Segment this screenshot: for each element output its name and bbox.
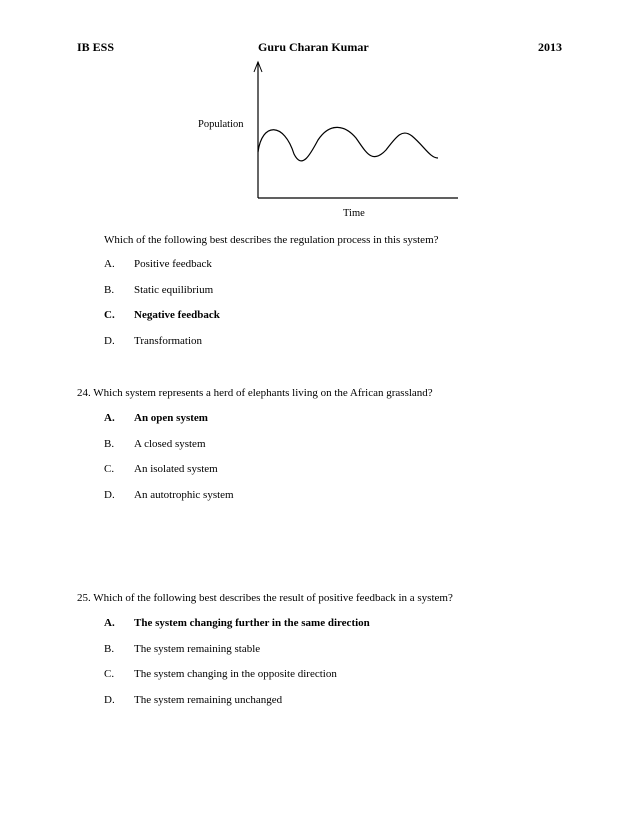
option-text: Static equilibrium xyxy=(134,284,214,296)
option-text: The system changing in the opposite direction xyxy=(134,668,337,680)
option-c xyxy=(0,668,638,682)
option-letter: B. xyxy=(104,438,115,450)
option-a-answer xyxy=(0,412,638,426)
option-text: A closed system xyxy=(134,438,206,450)
option-letter: A. xyxy=(104,617,115,629)
option-b xyxy=(0,643,638,657)
option-text: An open system xyxy=(134,412,208,424)
option-letter: C. xyxy=(104,668,115,680)
option-text: The system remaining unchanged xyxy=(134,694,283,706)
population-curve xyxy=(258,127,438,160)
option-d xyxy=(0,335,638,349)
x-axis-label: Time xyxy=(343,208,365,219)
option-text: The system changing further in the same direction xyxy=(134,617,370,629)
option-text: An isolated system xyxy=(134,463,218,475)
option-c xyxy=(0,463,638,477)
question-stem: 24. Which system represents a herd of elephants living on the African grassland? xyxy=(77,387,433,399)
header-author: Guru Charan Kumar xyxy=(258,40,369,54)
option-d xyxy=(0,694,638,708)
option-text: Positive feedback xyxy=(134,258,212,270)
option-text: An autotrophic system xyxy=(134,489,234,501)
option-letter: C. xyxy=(104,463,115,475)
option-letter: C. xyxy=(104,309,115,321)
option-b xyxy=(0,284,638,298)
option-letter: D. xyxy=(104,694,115,706)
option-b xyxy=(0,438,638,452)
question-stem: Which of the following best describes the regulation process in this system? xyxy=(104,234,439,246)
option-d xyxy=(0,489,638,503)
option-letter: B. xyxy=(104,643,115,655)
option-a-answer xyxy=(0,617,638,631)
option-a xyxy=(0,258,638,272)
option-text: The system remaining stable xyxy=(134,643,261,655)
y-axis-label: Population xyxy=(198,119,244,130)
question-stem: 25. Which of the following best describes the result of positive feedback in a system? xyxy=(77,592,453,604)
option-text: Transformation xyxy=(134,335,203,347)
header-year: 2013 xyxy=(538,40,562,54)
header-course: IB ESS xyxy=(77,40,115,54)
option-letter: D. xyxy=(104,335,115,347)
option-letter: A. xyxy=(104,412,115,424)
option-letter: A. xyxy=(104,258,115,270)
option-letter: D. xyxy=(104,489,115,501)
population-graph xyxy=(0,0,638,230)
option-letter: B. xyxy=(104,284,115,296)
option-text: Negative feedback xyxy=(134,309,220,321)
option-c-answer xyxy=(0,309,638,323)
